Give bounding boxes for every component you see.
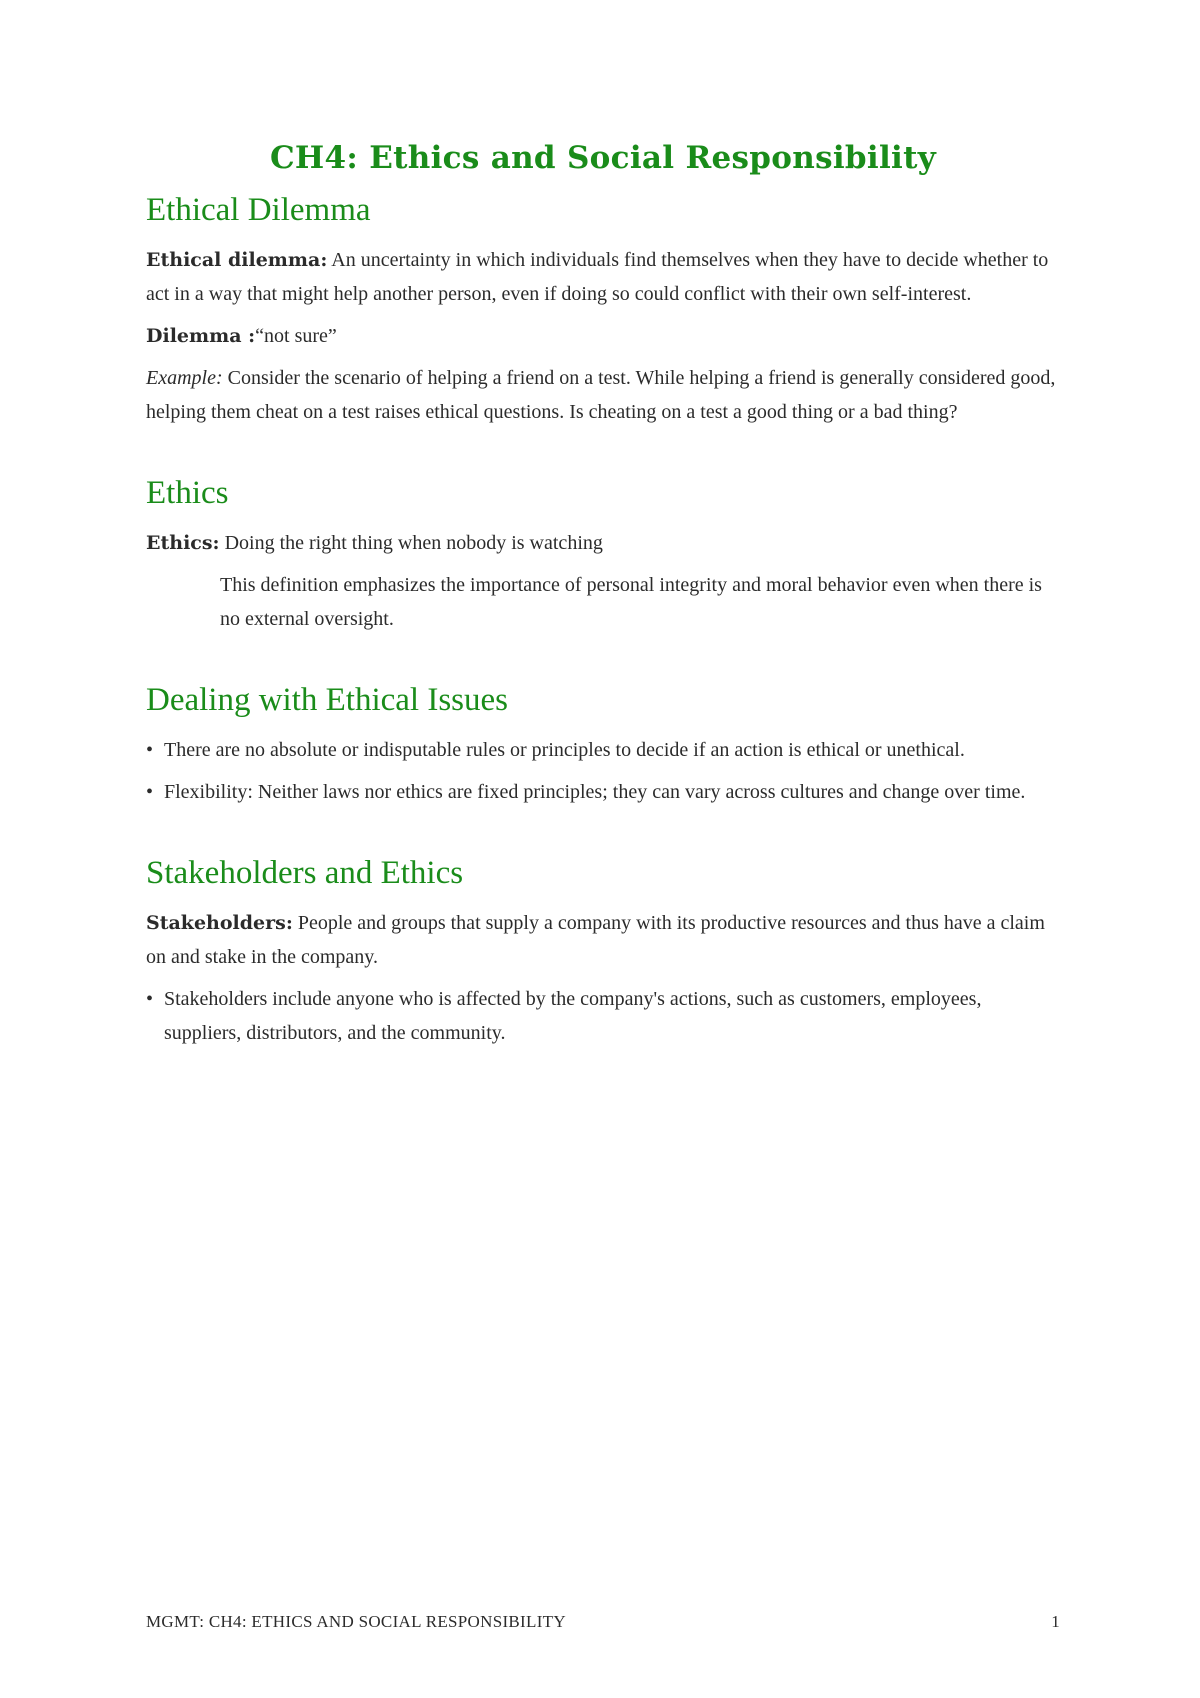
example-paragraph xyxy=(146,361,1060,429)
stakeholders-list xyxy=(146,982,1060,1050)
heading-stakeholders-and-ethics: Stakeholders and Ethics xyxy=(146,855,464,891)
term-ethical-dilemma: Ethical dilemma: xyxy=(146,249,328,271)
definition-ethical-dilemma xyxy=(146,243,1060,311)
page-footer xyxy=(146,1612,1060,1632)
definition-stakeholders xyxy=(146,906,1060,974)
heading-dealing-with-ethical-issues: Dealing with Ethical Issues xyxy=(146,682,509,718)
definition-text: People and groups that supply a company with its productive resources and thus have a claim on and stake in the company. xyxy=(146,912,1045,968)
page-title: CH4: Ethics and Social Responsibility xyxy=(269,140,937,176)
definition-text: “not sure” xyxy=(255,325,337,347)
term-dilemma: Dilemma : xyxy=(146,325,256,347)
list-item: • There are no absolute or indisputable rules or principles to decide if an action is ethical or unethical. xyxy=(146,733,1060,767)
term-stakeholders: Stakeholders: xyxy=(146,912,293,934)
bullet-icon: • xyxy=(146,988,154,1010)
list-item: • Stakeholders include anyone who is affected by the company's actions, such as customers, employees, suppliers, distributors, and the community. xyxy=(146,982,1060,1050)
ethics-note: This definition emphasizes the importance of personal integrity and moral behavior even when there is no external oversight. xyxy=(220,574,1042,630)
document-page xyxy=(146,140,1060,1058)
list-item: • Flexibility: Neither laws nor ethics are fixed principles; they can vary across cultures and change over time. xyxy=(146,775,1060,809)
heading-ethical-dilemma: Ethical Dilemma xyxy=(146,192,371,228)
term-ethics: Ethics: xyxy=(146,532,220,554)
definition-dilemma xyxy=(146,319,1060,353)
definition-ethics xyxy=(146,526,1060,560)
definition-text: An uncertainty in which individuals find themselves when they have to decide whether to act in a way that might help another person, even if doing so could conflict with their own self-interest. xyxy=(146,249,1049,305)
bullet-icon: • xyxy=(146,739,154,761)
page-number: 1 xyxy=(1051,1612,1060,1631)
example-label: Example: xyxy=(146,367,223,389)
heading-ethics: Ethics xyxy=(146,475,229,511)
footer-running-title: MGMT: CH4: ETHICS AND SOCIAL RESPONSIBILITY xyxy=(146,1612,566,1631)
example-text: Consider the scenario of helping a friend on a test. While helping a friend is generally considered good, helping them cheat on a test raises ethical questions. Is cheating on a test a good thing or a bad thing? xyxy=(146,367,1056,423)
bullet-icon: • xyxy=(146,781,154,803)
definition-text: Doing the right thing when nobody is watching xyxy=(219,532,603,554)
ethical-issues-list xyxy=(146,733,1060,809)
